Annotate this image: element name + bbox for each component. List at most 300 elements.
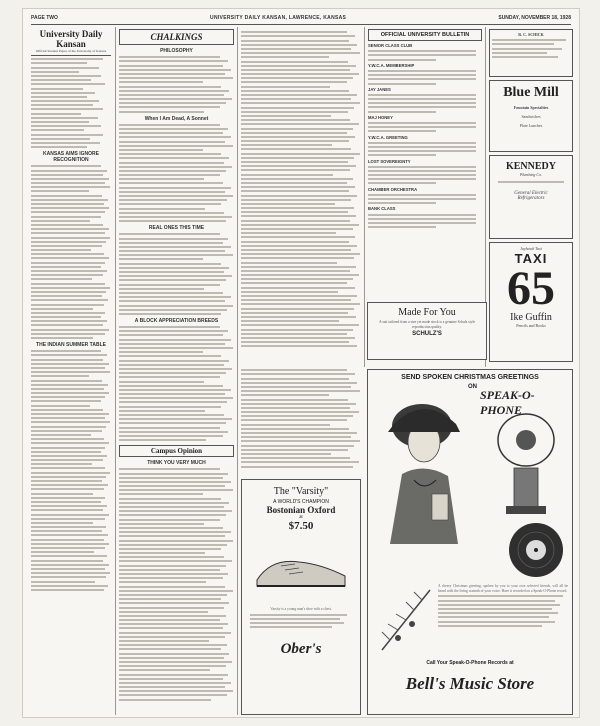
text-line — [119, 149, 203, 151]
text-line — [31, 476, 106, 478]
text-line — [119, 661, 232, 663]
text-line — [241, 373, 355, 375]
kennedy-sub: Plumbing Co. — [519, 172, 543, 177]
blue-mill-ad — [489, 80, 573, 152]
text-line — [119, 682, 231, 684]
text-line — [31, 514, 109, 516]
text-line — [241, 73, 359, 75]
text-line — [31, 581, 95, 583]
masthead-sub: Official Student Paper of the University of Kansas — [35, 49, 107, 53]
text-line — [31, 518, 105, 520]
text-line — [241, 215, 356, 217]
text-line — [119, 481, 231, 483]
text-line — [31, 211, 105, 213]
text-line — [119, 166, 232, 168]
text-line — [31, 434, 91, 436]
text-line — [119, 498, 221, 500]
text-line — [31, 312, 105, 314]
text-line — [241, 148, 351, 150]
text-line — [119, 128, 228, 130]
taxi-word: TAXI — [514, 251, 548, 266]
text-line — [368, 50, 476, 52]
editorial-heading: THE INDIAN SUMMER TABLE — [36, 342, 106, 348]
kennedy-line: General Electric — [514, 191, 548, 196]
text-line — [119, 203, 221, 205]
text-line — [31, 451, 101, 453]
text-line — [31, 467, 105, 469]
text-line — [119, 686, 225, 688]
text-line — [31, 572, 110, 574]
text-line — [368, 226, 436, 228]
text-line — [368, 174, 476, 176]
woman-illustration — [374, 384, 474, 544]
kennedy-ad — [489, 155, 573, 239]
text-line — [31, 329, 109, 331]
text-line — [241, 278, 353, 280]
text-line — [31, 585, 108, 587]
text-line — [31, 430, 102, 432]
text-line — [31, 186, 110, 188]
text-line — [241, 220, 350, 222]
text-line — [241, 308, 354, 310]
text-line — [368, 182, 436, 184]
text-line — [368, 83, 436, 85]
text-line — [368, 146, 476, 148]
text-line — [31, 249, 91, 251]
text-line — [368, 202, 436, 204]
editorial-body — [31, 165, 111, 339]
text-line — [31, 405, 90, 407]
text-line — [31, 539, 104, 541]
text-line — [241, 295, 357, 297]
text-line — [119, 381, 204, 383]
text-line — [368, 178, 476, 180]
text-line — [119, 623, 228, 625]
text-line — [119, 385, 223, 387]
text-line — [31, 501, 101, 503]
varsity-title: The "Varsity" — [273, 486, 329, 497]
text-line — [241, 52, 360, 54]
text-line — [119, 514, 226, 516]
text-line — [31, 245, 102, 247]
text-line — [119, 594, 227, 596]
text-line — [119, 162, 224, 164]
text-line — [31, 484, 108, 486]
bulletin-title: OFFICIAL UNIVERSITY BULLETIN — [380, 32, 470, 38]
text-line — [241, 56, 329, 58]
text-line — [241, 69, 350, 71]
text-line — [119, 313, 221, 315]
text-line — [119, 556, 224, 558]
text-line — [31, 199, 108, 201]
blue-mill-line: Plate Lunches — [519, 123, 543, 128]
text-line — [31, 337, 93, 339]
text-line — [119, 145, 233, 147]
text-line — [368, 122, 476, 124]
text-line — [31, 333, 105, 335]
text-line — [119, 296, 231, 298]
column-rule — [364, 27, 365, 367]
text-line — [241, 40, 349, 42]
text-line — [119, 598, 221, 600]
bulletin-item-title: CHAMBER ORCHESTRA — [368, 186, 418, 192]
text-line — [31, 304, 104, 306]
text-line — [119, 565, 226, 567]
text-line — [241, 107, 354, 109]
text-line — [31, 295, 102, 297]
text-line — [241, 312, 348, 314]
text-line — [31, 182, 105, 184]
text-line — [241, 262, 337, 264]
text-line — [241, 333, 347, 335]
text-line — [119, 674, 228, 676]
text-line — [119, 611, 208, 613]
text-line — [241, 407, 350, 409]
text-line — [241, 291, 338, 293]
text-line — [119, 468, 220, 470]
text-line — [31, 426, 106, 428]
masthead-title: University Daily Kansan — [39, 29, 103, 49]
text-line — [31, 392, 109, 394]
text-line — [241, 128, 353, 130]
schick-title: R. C. SCHICK — [518, 32, 544, 37]
text-line — [31, 190, 89, 192]
text-line — [31, 493, 93, 495]
text-line — [241, 419, 347, 421]
text-line — [119, 389, 231, 391]
text-line — [119, 569, 220, 571]
varsity-ad — [241, 479, 361, 715]
text-line — [119, 586, 225, 588]
text-line — [241, 77, 353, 79]
text-line — [119, 627, 223, 629]
text-line — [31, 560, 103, 562]
text-line — [119, 81, 203, 83]
bulletin-item-title: SENIOR CLASS CLUB — [368, 43, 413, 48]
text-line — [368, 170, 476, 172]
text-line — [31, 384, 108, 386]
text-line — [119, 141, 225, 143]
text-line — [241, 329, 353, 331]
bulletin-item-title: Y.W.C.A. GREETING — [368, 134, 408, 140]
text-line — [119, 300, 225, 302]
text-line — [31, 480, 102, 482]
column-rule — [115, 27, 116, 715]
text-line — [31, 266, 101, 268]
chalkings-banner — [119, 29, 234, 45]
text-line — [31, 308, 93, 310]
text-line — [119, 410, 205, 412]
editorial-body — [119, 233, 234, 315]
text-line — [31, 375, 89, 377]
text-line — [241, 44, 357, 46]
text-line — [31, 354, 107, 356]
page-header — [31, 13, 571, 23]
bulletin-header — [368, 29, 482, 41]
text-line — [31, 417, 105, 419]
text-line — [119, 275, 232, 277]
bulletin-item-body — [368, 166, 482, 185]
text-line — [119, 124, 220, 126]
text-line — [119, 334, 223, 336]
shoe-illustration — [251, 538, 351, 598]
text-line — [31, 220, 90, 222]
text-line — [241, 369, 347, 371]
text-line — [119, 106, 220, 108]
speakophone-logo: SPEAK-O-PHONE — [480, 388, 535, 417]
text-line — [368, 218, 476, 220]
text-line — [119, 657, 224, 659]
text-line — [241, 461, 359, 463]
text-line — [119, 216, 232, 218]
column-continued — [241, 367, 361, 475]
text-line — [119, 132, 223, 134]
text-line — [31, 522, 93, 524]
text-line — [31, 316, 101, 318]
column-body — [241, 369, 361, 467]
text-line — [31, 324, 103, 326]
text-line — [241, 245, 357, 247]
text-line — [368, 106, 476, 108]
text-line — [31, 509, 103, 511]
text-line — [119, 544, 227, 546]
text-line — [241, 457, 350, 459]
text-line — [368, 214, 476, 216]
text-line — [31, 505, 107, 507]
text-line — [241, 98, 351, 100]
text-line — [119, 267, 229, 269]
text-line — [119, 65, 223, 67]
text-line — [241, 411, 359, 413]
text-line — [368, 126, 476, 128]
text-line — [119, 573, 228, 575]
text-line — [119, 187, 231, 189]
text-line — [31, 274, 103, 276]
text-line — [368, 98, 476, 100]
text-line — [119, 233, 220, 235]
text-line — [241, 236, 355, 238]
text-line — [119, 195, 233, 197]
text-line — [119, 343, 225, 345]
text-line — [31, 216, 101, 218]
text-line — [119, 94, 224, 96]
text-line — [31, 367, 105, 369]
taxi-number: 65 — [507, 262, 555, 315]
text-line — [368, 130, 436, 132]
text-line — [31, 224, 103, 226]
text-line — [31, 589, 104, 591]
text-line — [119, 678, 223, 680]
text-line — [119, 330, 228, 332]
text-line — [241, 241, 349, 243]
blue-mill-line: Fountain Specialties — [513, 105, 549, 110]
text-line — [241, 186, 355, 188]
record-disc-icon — [506, 520, 566, 580]
bulletin-item-title: LOST SOVEREIGNTY — [368, 158, 411, 164]
text-line — [241, 394, 329, 396]
text-line — [241, 165, 356, 167]
left-column — [31, 29, 111, 715]
text-line — [119, 427, 220, 429]
text-line — [119, 519, 220, 521]
text-line — [241, 320, 339, 322]
text-line — [119, 644, 227, 646]
text-line — [119, 690, 233, 692]
text-line — [31, 447, 105, 449]
text-line — [31, 421, 110, 423]
text-line — [119, 473, 228, 475]
text-line — [119, 288, 204, 290]
text-line — [119, 665, 226, 667]
text-line — [119, 552, 205, 554]
page-number: PAGE TWO — [31, 15, 58, 21]
text-line — [31, 257, 109, 259]
text-line — [31, 287, 110, 289]
text-line — [31, 237, 110, 239]
editorial-heading: A BLOCK APPRECIATION BREEDS — [134, 317, 219, 324]
text-line — [241, 390, 360, 392]
text-line — [119, 632, 231, 634]
text-line — [119, 292, 223, 294]
editorial-heading: REAL ONES THIS TIME — [148, 225, 205, 232]
text-line — [241, 316, 356, 318]
text-line — [119, 535, 225, 537]
text-line — [119, 581, 206, 583]
text-line — [241, 337, 355, 339]
text-line — [119, 435, 223, 437]
obers-logo: Ober's — [280, 640, 322, 657]
text-line — [368, 194, 476, 196]
text-line — [119, 489, 233, 491]
header-rule — [31, 24, 571, 25]
editorial-body — [31, 350, 111, 591]
text-line — [119, 77, 233, 79]
text-line — [31, 455, 107, 457]
page-date: SUNDAY, NOVEMBER 18, 1928 — [498, 15, 571, 21]
text-line — [241, 207, 354, 209]
text-line — [241, 86, 330, 88]
text-line — [119, 191, 225, 193]
text-line — [119, 136, 231, 138]
text-line — [31, 174, 103, 176]
text-line — [119, 347, 233, 349]
text-line — [31, 388, 104, 390]
text-line — [241, 428, 349, 430]
speakophone-ad — [367, 369, 573, 715]
text-line — [241, 257, 354, 259]
blue-mill-title: Blue Mill — [503, 85, 559, 100]
text-line — [119, 111, 204, 113]
text-line — [119, 648, 221, 650]
text-line — [241, 449, 348, 451]
text-line — [31, 299, 108, 301]
text-line — [119, 208, 205, 210]
text-line — [241, 136, 355, 138]
text-line — [119, 178, 204, 180]
text-line — [31, 283, 105, 285]
text-line — [241, 345, 357, 347]
text-line — [31, 165, 101, 167]
text-line — [31, 195, 102, 197]
text-line — [241, 224, 359, 226]
text-line — [241, 453, 331, 455]
text-line — [119, 56, 220, 58]
text-line — [31, 543, 109, 545]
text-line — [119, 199, 227, 201]
text-line — [31, 564, 109, 566]
text-line — [119, 485, 225, 487]
bulletin-item-body — [368, 94, 482, 113]
text-line — [119, 397, 233, 399]
poem-body — [119, 124, 234, 222]
varsity-body-text: Varsity is a young man's shoe with a chest. — [270, 607, 332, 611]
text-line — [31, 400, 101, 402]
made-body: A suit tailored from a size yet made stock is a genuine Schulz style reproduction quality. — [378, 320, 476, 329]
text-line — [31, 262, 105, 264]
poem-title: PHILOSOPHY — [160, 48, 193, 54]
text-line — [241, 382, 357, 384]
text-line — [119, 418, 232, 420]
text-line — [119, 170, 226, 172]
text-line — [241, 115, 331, 117]
text-line — [119, 506, 224, 508]
text-line — [119, 69, 231, 71]
text-line — [241, 178, 353, 180]
text-line — [241, 90, 349, 92]
text-line — [31, 530, 102, 532]
text-line — [241, 65, 356, 67]
text-line — [241, 253, 360, 255]
text-line — [31, 463, 92, 465]
text-line — [241, 174, 333, 176]
text-line — [119, 393, 225, 395]
text-line — [119, 364, 224, 366]
text-line — [119, 493, 203, 495]
poem-body — [119, 56, 234, 112]
text-line — [119, 615, 226, 617]
text-line — [31, 291, 106, 293]
text-line — [119, 414, 224, 416]
varsity-price: $7.50 — [288, 520, 314, 532]
text-line — [241, 282, 347, 284]
text-line — [241, 466, 353, 468]
taxi-bottom: Pencils and Books — [516, 323, 546, 328]
text-line — [119, 619, 220, 621]
made-name: SCHULZ'S — [412, 331, 442, 338]
text-line — [119, 540, 233, 542]
column-rule — [237, 27, 238, 715]
varsity-name: Bostonian Oxford — [266, 505, 336, 515]
text-line — [241, 432, 357, 434]
text-line — [119, 590, 233, 592]
bulletin-item-title: BANK CLASS — [368, 206, 396, 212]
text-line — [241, 274, 359, 276]
text-line — [119, 90, 229, 92]
text-line — [119, 694, 227, 696]
schick-ad — [489, 29, 573, 77]
text-line — [368, 222, 476, 224]
editorial-body — [119, 326, 234, 441]
text-line — [241, 190, 349, 192]
text-line — [241, 81, 347, 83]
text-line — [119, 174, 220, 176]
poem-title: When I Am Dead, A Sonnet — [144, 115, 209, 122]
text-line — [119, 279, 226, 281]
text-line — [119, 284, 220, 286]
text-line — [119, 254, 233, 256]
text-line — [119, 669, 210, 671]
text-line — [368, 78, 476, 80]
